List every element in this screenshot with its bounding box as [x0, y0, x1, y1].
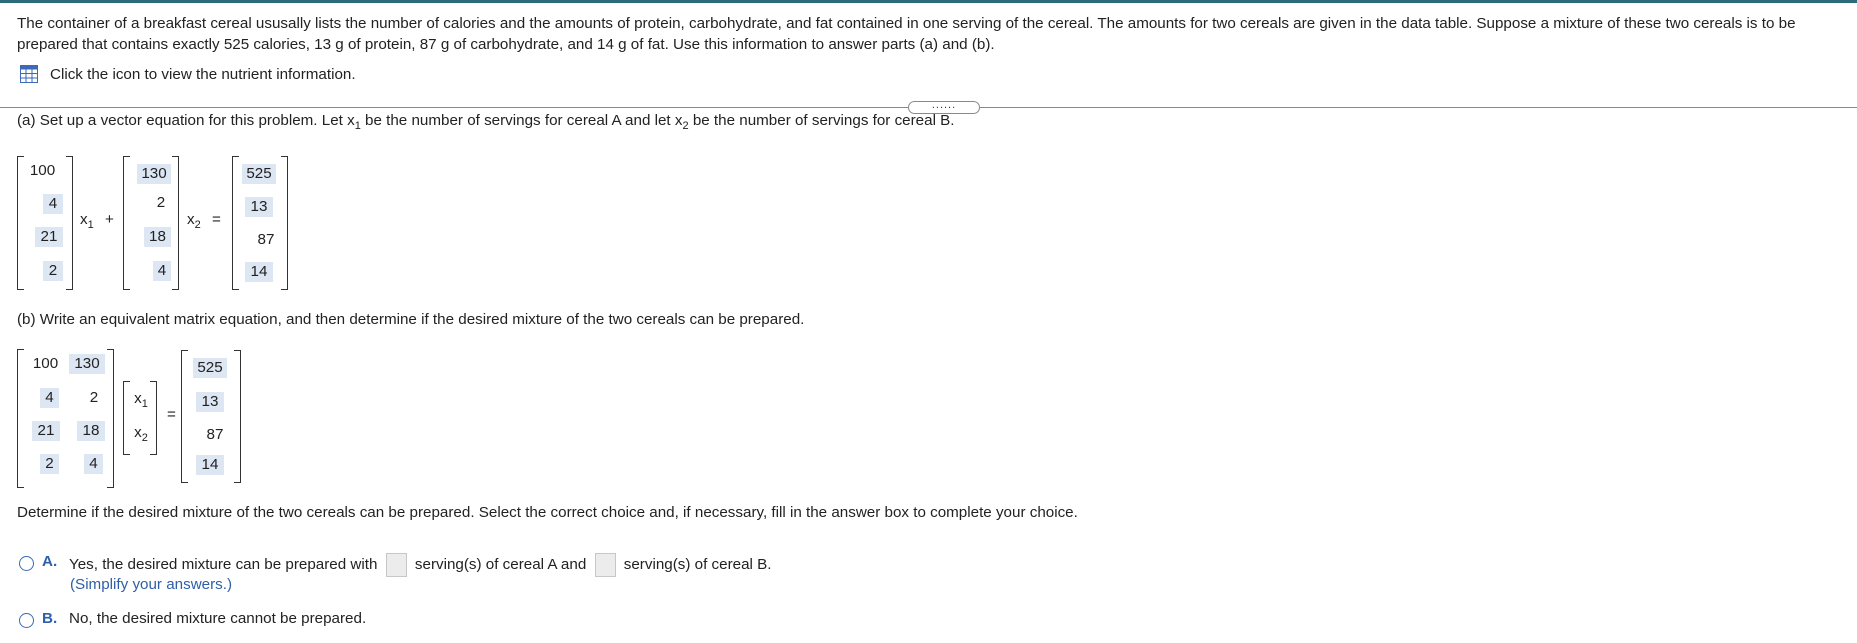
unknown-vector	[123, 381, 157, 455]
matrix-cell-r3c2[interactable]: 18	[77, 421, 105, 441]
vector-b-fat[interactable]: 4	[153, 261, 171, 281]
rhs-b-carbohydrate: 87	[206, 426, 224, 443]
radio-choice-b[interactable]	[19, 613, 34, 628]
equals-sign: =	[212, 211, 221, 228]
vector-a-fat[interactable]: 2	[43, 261, 63, 281]
rhs-b-calories[interactable]: 525	[193, 358, 227, 378]
vector-a-calories: 100	[29, 162, 56, 179]
part-a-text-3: be the number of servings for cereal B.	[688, 112, 955, 129]
matrix-cell-r1c1: 100	[32, 355, 59, 372]
choice-a-text: Yes, the desired mixture can be prepared with serving(s) of cereal A and serving(s) of cereal B.	[69, 553, 771, 577]
cereal-a-servings-input[interactable]	[386, 553, 407, 577]
rhs-b-fat[interactable]: 14	[196, 455, 224, 475]
cereal-b-servings-input[interactable]	[595, 553, 616, 577]
part-b-prompt: (b) Write an equivalent matrix equation, and then determine if the desired mixture of the two cereals can be prepared.	[17, 311, 805, 328]
vector-a-protein[interactable]: 4	[43, 194, 63, 214]
nutrient-info-link[interactable]	[20, 65, 356, 83]
matrix-equals-sign: =	[167, 406, 176, 423]
simplify-hint: (Simplify your answers.)	[70, 576, 233, 593]
rhs-a-carbohydrate: 87	[257, 231, 275, 248]
vector-cereal-a	[17, 156, 73, 290]
matrix-cell-r1c2[interactable]: 130	[69, 354, 105, 374]
subscript-1: 1	[354, 120, 361, 132]
rhs-a-calories[interactable]: 525	[242, 164, 276, 184]
x2-label: $x_2$	[187, 211, 201, 231]
part-a-text-1: (a) Set up a vector equation for this problem. Let x	[17, 112, 355, 129]
vector-cereal-b	[123, 156, 179, 290]
nutrient-info-text[interactable]: Click the icon to view the nutrient information.	[50, 65, 356, 83]
vector-b-protein: 2	[156, 194, 166, 211]
vector-b-carbohydrate[interactable]: 18	[144, 227, 171, 247]
determine-instructions: Determine if the desired mixture of the two cereals can be prepared. Select the correct choice and, if necessary, fill in the answer box to complete your choice.	[17, 504, 1078, 521]
vector-a-carbohydrate[interactable]: 21	[35, 227, 63, 247]
matrix-cell-r4c1[interactable]: 2	[40, 454, 59, 474]
x1-label: $x_1$	[80, 211, 94, 231]
rhs-a-protein[interactable]: 13	[245, 197, 273, 217]
plus-sign: +	[105, 211, 114, 228]
problem-statement: The container of a breakfast cereal ususally lists the number of calories and the amounts of protein, carbohydrate, and fat contained in one serving of the cereal. The amounts for two cereals are given in the data table. Suppose a mixture of these two cereals is to be prepared that contains exactly 525 calories, 13 g of protein, 87 g of carbohydrate, and 14 g of fat. Use this information to answer parts (a) and (b).	[17, 15, 1796, 53]
unknown-x1: $x_1$	[134, 390, 148, 410]
rhs-b-protein[interactable]: 13	[196, 392, 224, 412]
choice-a-letter: A.	[42, 553, 58, 570]
part-a-prompt	[17, 112, 955, 132]
choice-b-letter: B.	[42, 610, 58, 627]
matrix-cell-r2c1[interactable]: 4	[40, 388, 59, 408]
top-accent-bar	[0, 0, 1857, 3]
rhs-vector-b	[181, 350, 241, 483]
table-icon[interactable]	[20, 65, 38, 83]
choice-b-text: No, the desired mixture cannot be prepared.	[69, 610, 367, 627]
choice-a[interactable]	[19, 553, 771, 577]
vector-b-calories[interactable]: 130	[137, 164, 171, 184]
unknown-x2: $x_2$	[134, 424, 148, 444]
rhs-vector-a	[232, 156, 288, 290]
matrix-cell-r3c1[interactable]: 21	[32, 421, 60, 441]
rhs-a-fat[interactable]: 14	[245, 262, 273, 282]
radio-choice-a[interactable]	[19, 556, 34, 571]
part-a-text-2: be the number of servings for cereal A and let x	[360, 112, 683, 129]
expand-toggle[interactable]: ......	[908, 101, 980, 114]
subscript-2: 2	[682, 120, 689, 132]
choice-b[interactable]	[19, 610, 366, 628]
matrix-cell-r4c2[interactable]: 4	[84, 454, 103, 474]
matrix-cell-r2c2: 2	[89, 389, 99, 406]
coefficient-matrix	[17, 349, 114, 488]
